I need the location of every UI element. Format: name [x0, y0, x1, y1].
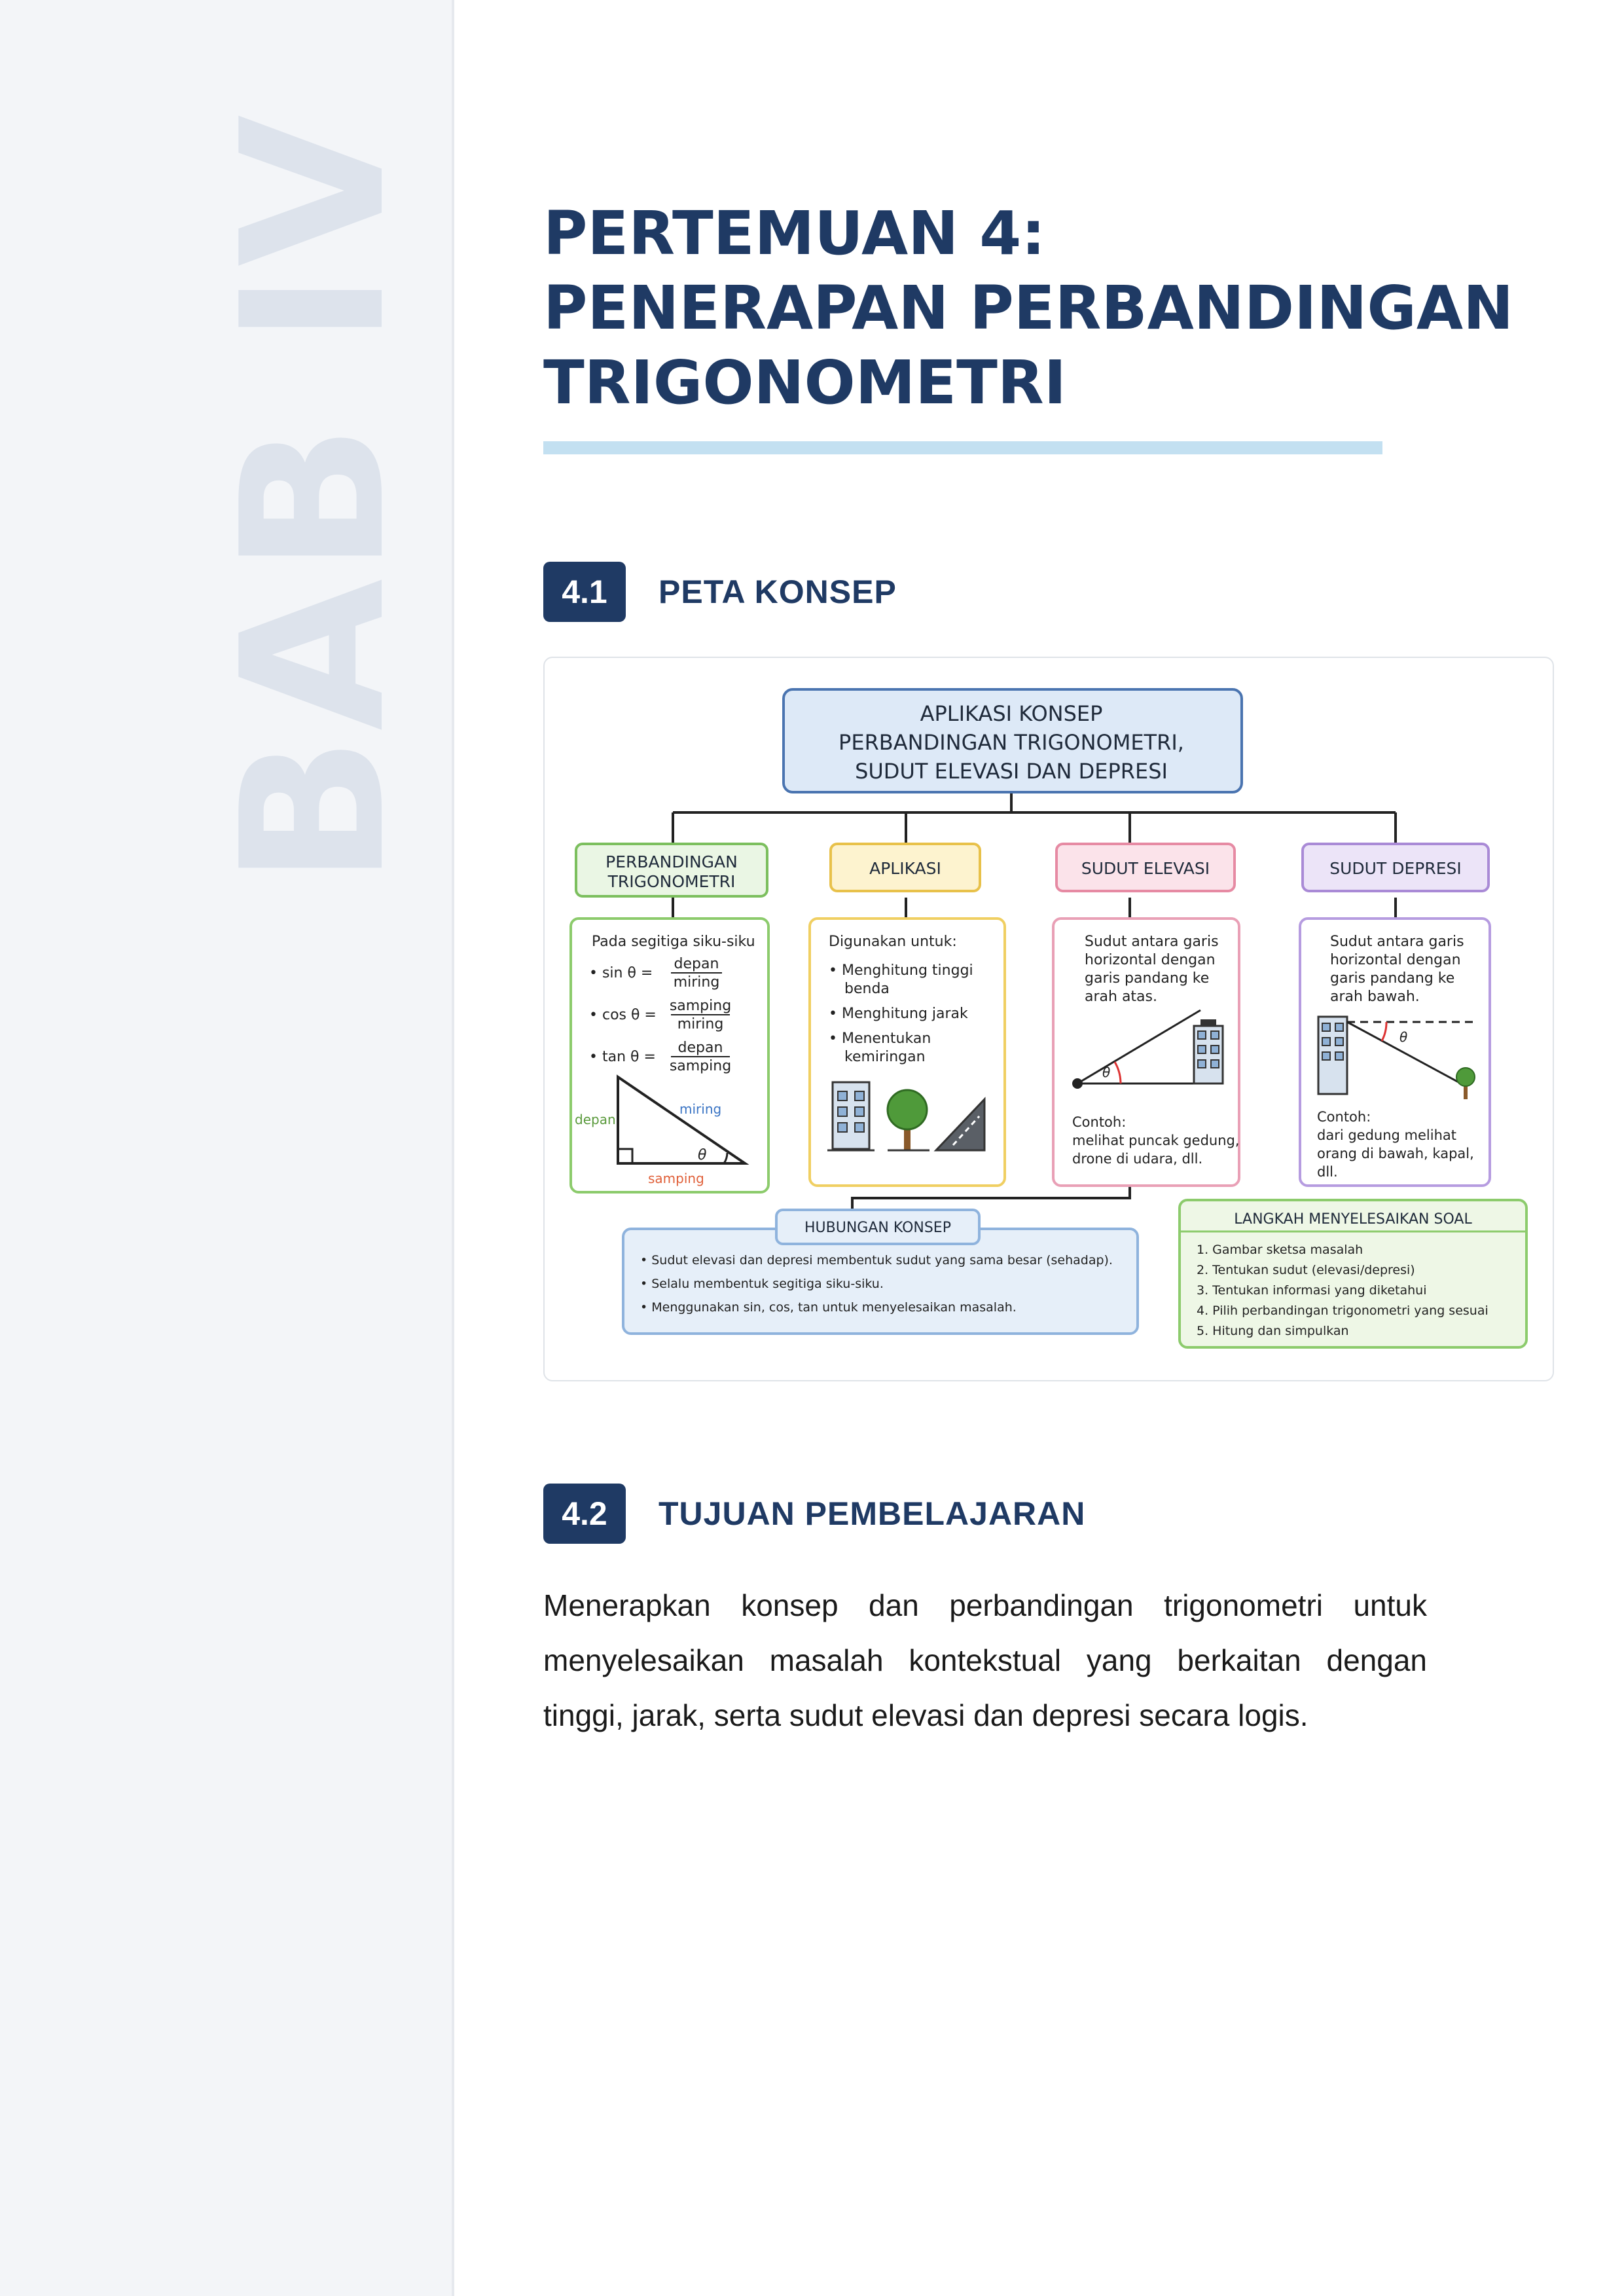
label-depan: depan [575, 1112, 616, 1127]
depresi-example-4: dll. [1317, 1164, 1338, 1180]
root-line-2: PERBANDINGAN TRIGONOMETRI, [839, 730, 1184, 755]
langkah-item-4: 4. Pilih perbandingan trigonometri yang sesuai [1197, 1303, 1489, 1318]
aplikasi-item-3-line-2: kemiringan [844, 1049, 926, 1065]
root-line-1: APLIKASI KONSEP [920, 701, 1103, 726]
depresi-example-3: orang di bawah, kapal, [1317, 1146, 1474, 1161]
section-title: TUJUAN PEMBELAJARAN [659, 1495, 1086, 1532]
depresi-desc-3: garis pandang ke [1330, 970, 1455, 987]
sin-label: • sin θ = [589, 965, 653, 981]
langkah-item-2: 2. Tentukan sudut (elevasi/depresi) [1197, 1263, 1415, 1277]
heading-aplikasi: APLIKASI [869, 859, 941, 878]
aplikasi-item-1-line-1: • Menghitung tinggi [829, 962, 973, 979]
label-miring: miring [679, 1101, 722, 1117]
sin-denominator: miring [673, 974, 720, 991]
label-theta: θ [698, 1147, 707, 1163]
concept-map-figure [543, 657, 1554, 1381]
cos-label: • cos θ = [589, 1007, 657, 1023]
depresi-desc-2: horizontal dengan [1330, 952, 1461, 968]
elevasi-desc-4: arah atas. [1085, 989, 1157, 1005]
elevasi-example-3: drone di udara, dll. [1072, 1151, 1203, 1167]
tan-label: • tan θ = [589, 1049, 656, 1065]
depresi-example-1: Contoh: [1317, 1109, 1371, 1125]
perbandingan-intro: Pada segitiga siku-siku [592, 934, 755, 950]
aplikasi-item-2: • Menghitung jarak [829, 1006, 968, 1022]
hubungan-heading: HUBUNGAN KONSEP [804, 1220, 951, 1236]
heading-perbandingan-line-2: TRIGONOMETRI [607, 872, 736, 891]
elevasi-desc-1: Sudut antara garis [1085, 934, 1219, 950]
depresi-example-2: dari gedung melihat [1317, 1127, 1457, 1143]
cos-numerator: samping [669, 998, 732, 1014]
heading-elevasi: SUDUT ELEVASI [1081, 859, 1210, 878]
elevasi-desc-3: garis pandang ke [1085, 970, 1210, 987]
page-title [543, 196, 1525, 420]
aplikasi-item-3-line-1: • Menentukan [829, 1030, 931, 1047]
aplikasi-item-1-line-2: benda [844, 981, 890, 997]
section-heading-4-1 [543, 562, 897, 622]
section-heading-4-2 [543, 1484, 1085, 1544]
hubungan-item-1: • Sudut elevasi dan depresi membentuk sudut yang sama besar (sehadap). [640, 1253, 1113, 1267]
side-band [0, 0, 454, 2296]
chapter-label: BAB IV [200, 109, 428, 886]
section-number-badge: 4.2 [543, 1484, 626, 1544]
heading-depresi: SUDUT DEPRESI [1329, 859, 1462, 878]
depresi-desc-1: Sudut antara garis [1330, 934, 1464, 950]
elevasi-desc-2: horizontal dengan [1085, 952, 1216, 968]
learning-objective-paragraph: Menerapkan konsep dan perbandingan trigonometri untuk menyelesaikan masalah kontekstual yang berkaitan dengan tinggi, jarak, serta sudut elevasi dan depresi secara logis. [543, 1588, 1427, 1732]
langkah-item-3: 3. Tentukan informasi yang diketahui [1197, 1283, 1427, 1298]
label-samping: samping [648, 1171, 704, 1186]
elevasi-theta: θ [1102, 1065, 1111, 1080]
tan-denominator: samping [669, 1058, 732, 1074]
root-line-3: SUDUT ELEVASI DAN DEPRESI [855, 759, 1168, 784]
connector-lines [673, 792, 1396, 1210]
tan-numerator: depan [677, 1040, 723, 1056]
hubungan-item-3: • Menggunakan sin, cos, tan untuk menyelesaikan masalah. [640, 1300, 1017, 1315]
building-icon [827, 1082, 875, 1150]
aplikasi-intro: Digunakan untuk: [829, 934, 957, 950]
heading-perbandingan-line-1: PERBANDINGAN [605, 852, 738, 871]
title-line-2: PENERAPAN PERBANDINGAN [543, 273, 1514, 343]
title-underline [543, 441, 1382, 454]
elevasi-example-1: Contoh: [1072, 1114, 1127, 1130]
hubungan-item-2: • Selalu membentuk segitiga siku-siku. [640, 1277, 884, 1291]
cos-denominator: miring [677, 1016, 724, 1032]
section-number-badge: 4.1 [543, 562, 626, 622]
section-title: PETA KONSEP [659, 574, 897, 610]
sin-numerator: depan [674, 956, 719, 972]
langkah-item-5: 5. Hitung dan simpulkan [1197, 1324, 1349, 1338]
depresi-theta: θ [1399, 1029, 1408, 1045]
title-line-3: TRIGONOMETRI [543, 348, 1066, 418]
depresi-desc-4: arah bawah. [1330, 989, 1420, 1005]
elevasi-example-2: melihat puncak gedung, [1072, 1133, 1240, 1148]
title-line-1: PERTEMUAN 4: [543, 198, 1046, 268]
langkah-heading: LANGKAH MENYELESAIKAN SOAL [1234, 1211, 1472, 1228]
langkah-item-1: 1. Gambar sketsa masalah [1197, 1243, 1363, 1257]
